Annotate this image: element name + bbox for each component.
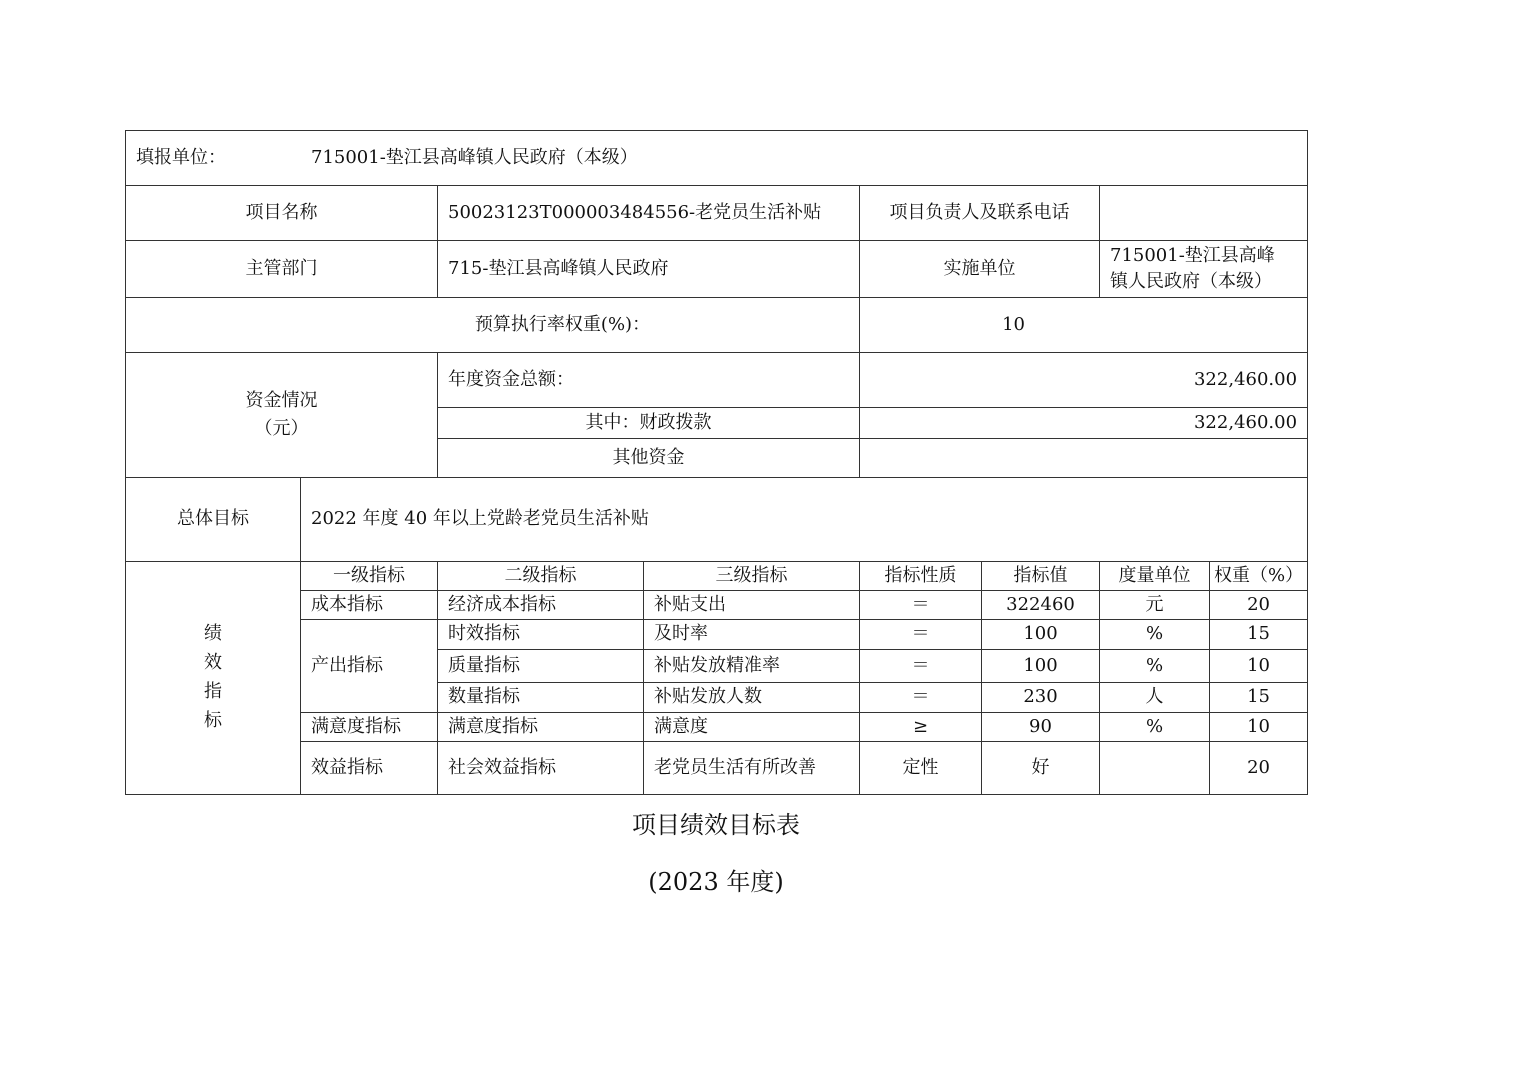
cell-value: 100 — [982, 620, 1100, 650]
cell-level3: 补贴支出 — [644, 591, 860, 620]
col-header-level3: 三级指标 — [644, 562, 860, 591]
col-header-level2: 二级指标 — [438, 562, 644, 591]
indicators-section-char: 指 — [204, 681, 222, 702]
project-contact-value — [1100, 186, 1308, 241]
dept-label: 主管部门 — [126, 241, 438, 298]
indicators-section-char: 效 — [204, 652, 222, 674]
funds-fiscal-value: 322,460.00 — [860, 408, 1308, 439]
table-row — [126, 742, 1308, 795]
indicators-section-char: 标 — [204, 709, 222, 731]
cell-unit — [1100, 742, 1210, 795]
impl-unit-value-line1: 715001-垫江县高峰 — [1110, 244, 1275, 266]
goal-label: 总体目标 — [126, 478, 301, 562]
table-row — [126, 713, 1308, 742]
performance-target-table — [125, 130, 1308, 795]
cell-value: 好 — [982, 742, 1100, 795]
cell-level3: 老党员生活有所改善 — [644, 742, 860, 795]
cell-unit: % — [1100, 620, 1210, 650]
col-header-weight: 权重（%） — [1210, 562, 1308, 591]
cell-nature: ≥ — [860, 713, 982, 742]
funds-other-value — [860, 439, 1308, 478]
cell-nature: ＝ — [860, 591, 982, 620]
cell-level1: 成本指标 — [301, 591, 438, 620]
cell-value: 100 — [982, 650, 1100, 683]
table-row — [126, 591, 1308, 620]
col-header-unit: 度量单位 — [1100, 562, 1210, 591]
cell-weight: 15 — [1210, 683, 1308, 713]
funds-label — [126, 353, 438, 478]
col-header-level1: 一级指标 — [301, 562, 438, 591]
indicators-section-char: 绩 — [204, 623, 222, 645]
cell-level2: 质量指标 — [438, 650, 644, 683]
cell-weight: 15 — [1210, 620, 1308, 650]
indicators-section-label — [126, 562, 301, 795]
dept-value: 715-垫江县高峰镇人民政府 — [438, 241, 860, 298]
cell-level3: 满意度 — [644, 713, 860, 742]
cell-weight: 10 — [1210, 650, 1308, 683]
budget-weight-value: 10 — [860, 298, 1308, 353]
cell-nature: ＝ — [860, 650, 982, 683]
funds-total-value: 322,460.00 — [860, 353, 1308, 408]
reporting-unit-row — [126, 131, 1308, 186]
cell-unit: 元 — [1100, 591, 1210, 620]
project-name-value: 50023123T000003484556-老党员生活补贴 — [438, 186, 860, 241]
project-name-label: 项目名称 — [126, 186, 438, 241]
cell-level2: 时效指标 — [438, 620, 644, 650]
cell-level3: 补贴发放人数 — [644, 683, 860, 713]
cell-level2: 社会效益指标 — [438, 742, 644, 795]
cell-level2: 满意度指标 — [438, 713, 644, 742]
impl-unit-value — [1100, 241, 1308, 298]
reporting-unit-label: 填报单位： — [136, 146, 226, 168]
funds-other-label: 其他资金 — [438, 439, 860, 478]
col-header-value: 指标值 — [982, 562, 1100, 591]
document-title: 项目绩效目标表 — [632, 811, 800, 839]
col-header-nature: 指标性质 — [860, 562, 982, 591]
funds-label-line1: 资金情况 — [245, 390, 318, 412]
impl-unit-value-line2: 镇人民政府（本级） — [1110, 271, 1272, 292]
cell-nature: 定性 — [860, 742, 982, 795]
impl-unit-label: 实施单位 — [860, 241, 1100, 298]
cell-value: 230 — [982, 683, 1100, 713]
funds-fiscal-label: 其中：财政拨款 — [438, 408, 860, 439]
cell-value: 322460 — [982, 591, 1100, 620]
cell-level1: 满意度指标 — [301, 713, 438, 742]
cell-value: 90 — [982, 713, 1100, 742]
cell-unit: % — [1100, 650, 1210, 683]
project-contact-label: 项目负责人及联系电话 — [860, 186, 1100, 241]
budget-weight-label: 预算执行率权重(%)： — [126, 298, 860, 353]
cell-weight: 20 — [1210, 742, 1308, 795]
cell-unit: % — [1100, 713, 1210, 742]
goal-value: 2022 年度 40 年以上党龄老党员生活补贴 — [301, 478, 1308, 562]
reporting-unit-value: 715001-垫江县高峰镇人民政府（本级） — [311, 146, 638, 168]
cell-level2: 数量指标 — [438, 683, 644, 713]
cell-level1: 效益指标 — [301, 742, 438, 795]
cell-weight: 10 — [1210, 713, 1308, 742]
cell-level2: 经济成本指标 — [438, 591, 644, 620]
funds-label-line2: （元） — [254, 418, 309, 439]
cell-nature: ＝ — [860, 620, 982, 650]
cell-level3: 补贴发放精准率 — [644, 650, 860, 683]
document-year: (2023 年度) — [648, 868, 784, 896]
cell-weight: 20 — [1210, 591, 1308, 620]
table-row — [126, 620, 1308, 650]
cell-level1-output: 产出指标 — [301, 620, 438, 713]
cell-unit: 人 — [1100, 683, 1210, 713]
cell-nature: ＝ — [860, 683, 982, 713]
funds-total-label: 年度资金总额： — [438, 353, 860, 408]
cell-level3: 及时率 — [644, 620, 860, 650]
